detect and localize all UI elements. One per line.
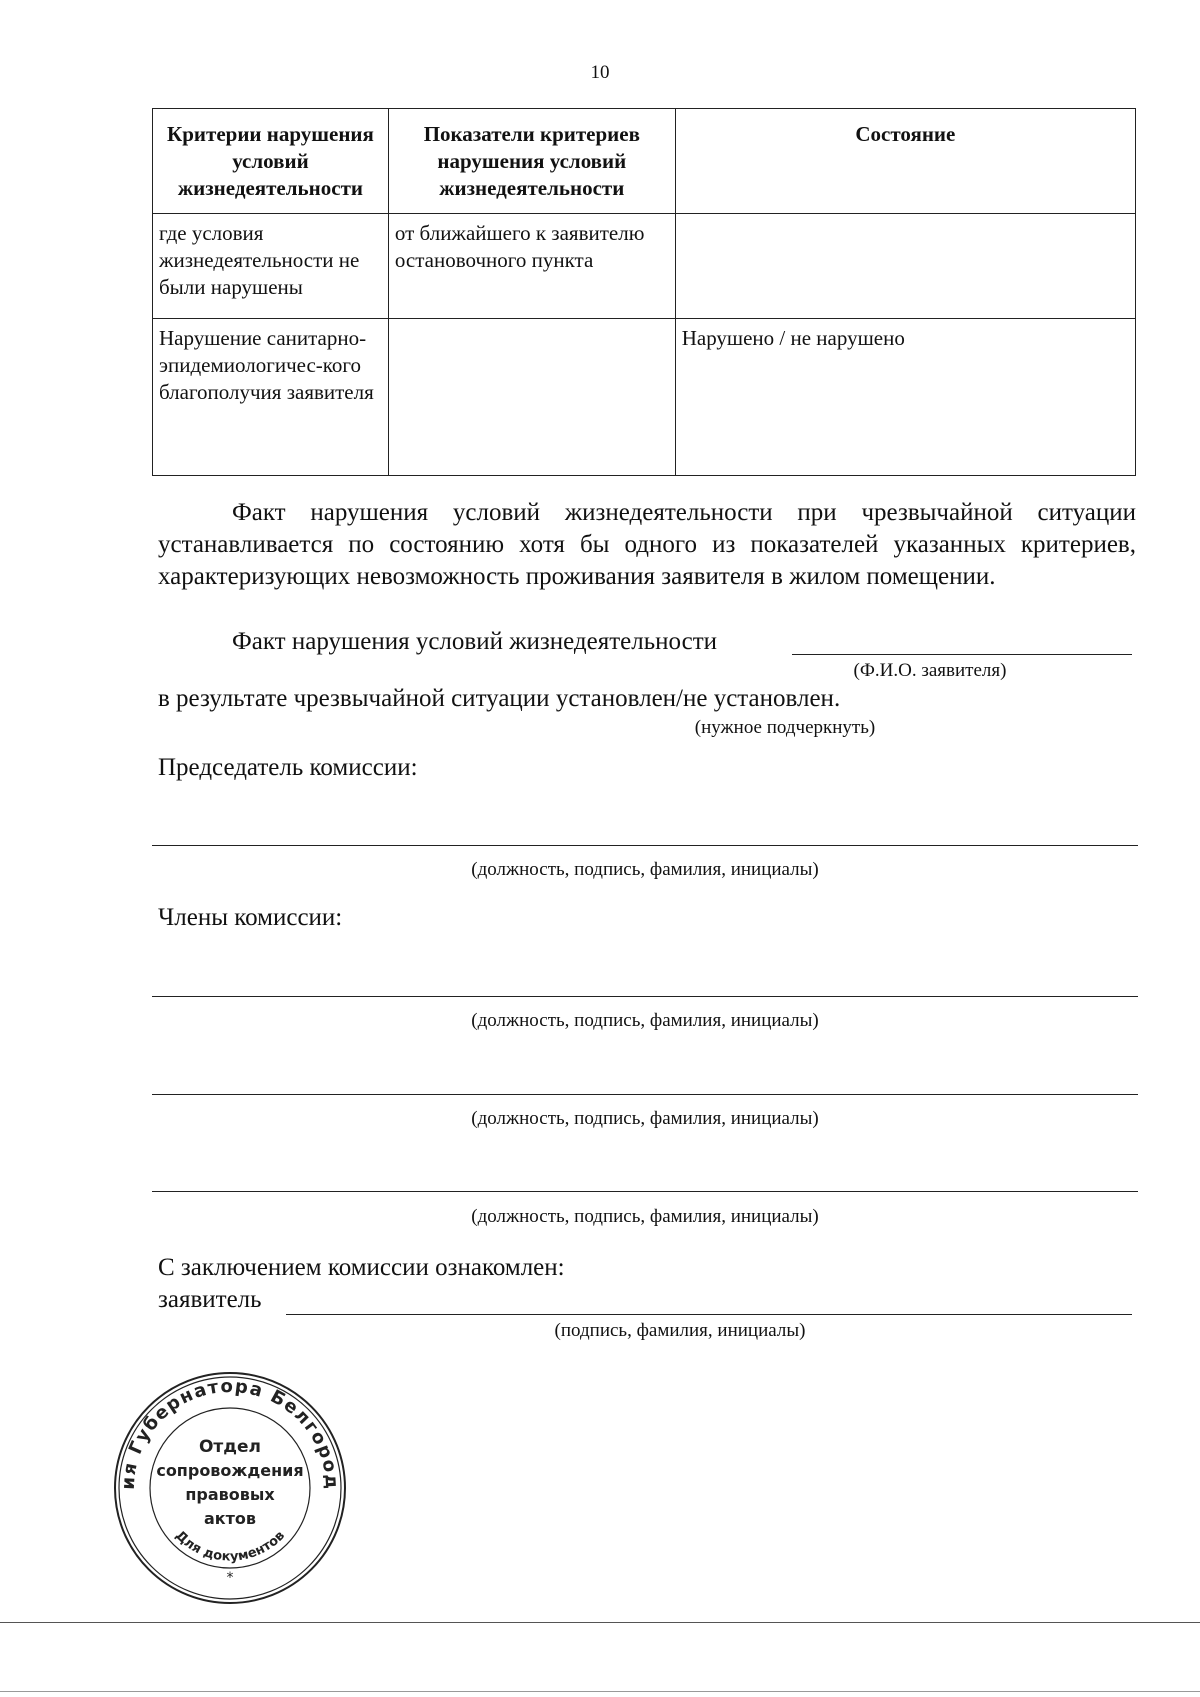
applicant-signature-line <box>286 1314 1132 1315</box>
page-number: 10 <box>590 62 610 83</box>
fio-caption: (Ф.И.О. заявителя) <box>853 660 1007 681</box>
stamp-star: * <box>226 1570 234 1586</box>
stamp-center-line: правовых <box>185 1485 275 1504</box>
stamp-outer-text: ия Губернатора Белгород <box>117 1375 343 1491</box>
table-cell <box>675 214 1135 319</box>
chairman-label: Председатель комиссии: <box>158 754 418 781</box>
chairman-signature-caption: (должность, подпись, фамилия, инициалы) <box>471 859 819 880</box>
result-text: в результате чрезвычайной ситуации установлен/не установлен. <box>158 685 841 712</box>
table-cell <box>388 319 675 476</box>
table-header-row <box>153 109 1136 214</box>
stamp-center-line: сопровождения <box>156 1461 304 1480</box>
table-header-status: Состояние <box>675 109 1135 214</box>
applicant-label: заявитель <box>158 1286 262 1313</box>
table-row <box>153 214 1136 319</box>
svg-text:Для документов <box>172 1528 288 1564</box>
stamp-center-line: Отдел <box>198 1437 262 1457</box>
applicant-signature-caption: (подпись, фамилия, инициалы) <box>554 1320 806 1341</box>
member-signature-line <box>152 1191 1138 1192</box>
table-cell: где условия жизнедеятельности не были нарушены <box>153 214 389 319</box>
acquainted-label: С заключением комиссии ознакомлен: <box>158 1254 565 1281</box>
table-row <box>153 319 1136 476</box>
member-signature-caption: (должность, подпись, фамилия, инициалы) <box>471 1010 819 1031</box>
fact-line-label: Факт нарушения условий жизнедеятельности <box>232 628 718 655</box>
table-cell: от ближайшего к заявителю остановочного пункта <box>388 214 675 319</box>
table-cell: Нарушено / не нарушено <box>675 319 1135 476</box>
stamp-bottom-text: Для документов <box>172 1528 288 1565</box>
member-signature-line <box>152 1094 1138 1095</box>
members-label: Члены комиссии: <box>158 904 343 931</box>
member-signature-caption: (должность, подпись, фамилия, инициалы) <box>471 1108 819 1129</box>
table-cell: Нарушение санитарно-эпидемиологичес-кого благополучия заявителя <box>153 319 389 476</box>
member-signature-caption: (должность, подпись, фамилия, инициалы) <box>471 1206 819 1227</box>
table-header-criteria: Критерии нарушения условий жизнедеятельности <box>153 109 389 214</box>
page-edge-line <box>0 1622 1200 1623</box>
chairman-signature-line <box>152 845 1138 846</box>
official-stamp <box>112 1370 348 1606</box>
page-edge-line <box>0 1691 1200 1692</box>
fact-paragraph: Факт нарушения условий жизнедеятельности при чрезвычайной ситуации устанавливается по состоянию хотя бы одного из показателей указанных критериев, характеризующих невозможность проживания заявителя в жилом помещении. <box>158 499 1136 590</box>
underline-caption: (нужное подчеркнуть) <box>694 717 876 738</box>
applicant-name-line <box>792 654 1132 655</box>
table-header-indicators: Показатели критериев нарушения условий жизнедеятельности <box>388 109 675 214</box>
member-signature-line <box>152 996 1138 997</box>
criteria-table <box>152 108 1136 476</box>
stamp-center-line: актов <box>203 1509 257 1528</box>
